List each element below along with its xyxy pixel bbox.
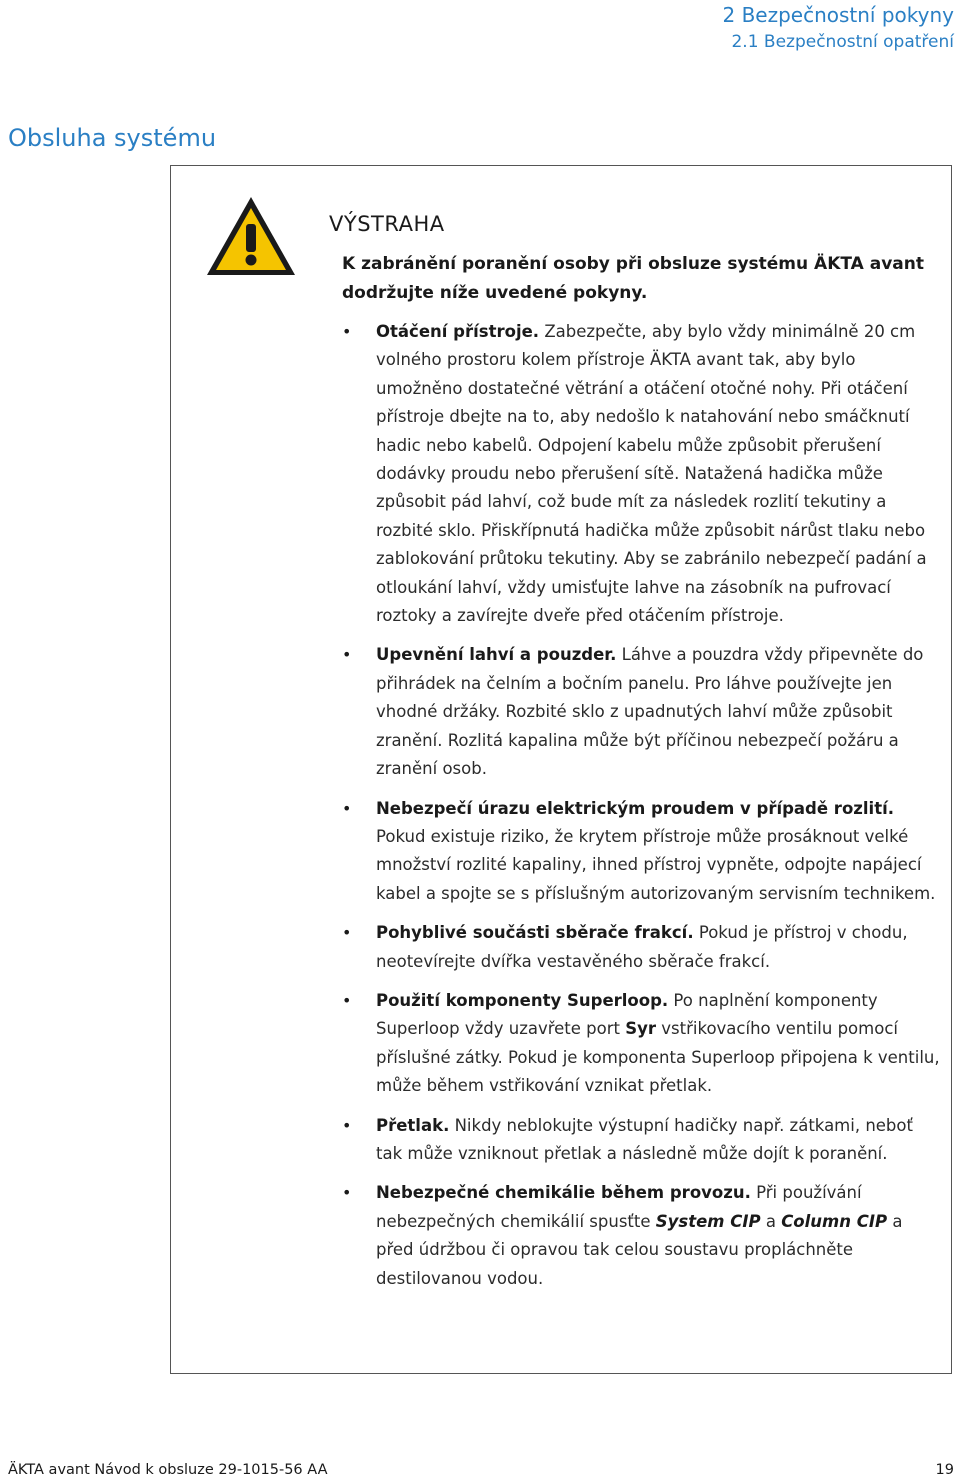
item-lead: Upevnění lahví a pouzder. <box>376 645 617 665</box>
item-lead: Pohyblivé součásti sběrače frakcí. <box>376 923 694 943</box>
list-item-elektricky-proud <box>342 795 942 909</box>
method-name-system-cip: System CIP <box>655 1211 761 1231</box>
running-header <box>722 2 954 54</box>
item-text: Po naplnění komponenty Superloop vždy uzavřete port <box>376 990 878 1039</box>
footer-document-title: ÄKTA avant Návod k obsluze 29-1015-56 AA <box>8 1462 328 1478</box>
item-text: Zabezpečte, aby bylo vždy minimálně 20 cm volného prostoru kolem přístroje ÄKTA avant tak, aby bylo umožněno dostatečné větrání a otáčení otočné nohy. Při otáčení přístroje dbejte na to, aby nedošlo k natahování nebo smáčknutí hadic nebo kabelů. Odpojení kabelu může způsobit přerušení dodávky proudu nebo přerušení sítě. Natažená hadička může způsobit pád lahví, což bude mít za následek rozlití tekutiny a rozbité sklo. Přiskřípnutá hadička může způsobit nárůst tlaku nebo zablokování průtoku tekutiny. Aby se zabránilo nebezpečí padání a otloukání lahví, vždy umisťujte lahve na zásobník na pufrovací roztoky a zavírejte dveře před otáčením přístroje. <box>376 322 927 626</box>
warning-intro: K zabránění poranění osoby při obsluze systému ÄKTA avant dodržujte níže uvedené pokyny. <box>342 254 924 303</box>
item-text: a před údržbou či opravou tak celou soustavu propláchněte destilovanou vodou. <box>376 1211 903 1288</box>
list-item-sberac-frakci <box>342 919 942 976</box>
bullet-icon: • <box>342 1183 352 1203</box>
method-name-column-cip: Column CIP <box>781 1211 888 1231</box>
list-item-superloop <box>342 987 942 1101</box>
bullet-icon: • <box>342 1115 352 1135</box>
item-text: Láhve a pouzdra vždy připevněte do přihrádek na čelním a bočním panelu. Pro láhve používejte jen vhodné držáky. Rozbité sklo z upadnutých lahví může způsobit zranění. Rozlitá kapalina může být příčinou nebezpečí požáru a zranění osob. <box>376 645 924 779</box>
warning-box <box>170 165 952 1374</box>
section-heading: 2.1 Bezpečnostní opatření <box>731 32 954 52</box>
bullet-icon: • <box>342 645 352 665</box>
item-text: Při používání nebezpečných chemikálií spusťte <box>376 1183 862 1231</box>
page-title: Obsluha systému <box>8 124 217 152</box>
warning-heading: VÝSTRAHA <box>329 212 445 236</box>
item-text: Pokud existuje riziko, že krytem přístroje může prosáknout velké množství rozlité kapaliny, ihned přístroj vypněte, odpojte napájecí kabel a spojte se s příslušným autorizovaným servisním technikem. <box>376 826 936 903</box>
port-label: Syr <box>625 1019 657 1039</box>
bullet-icon: • <box>342 923 352 943</box>
item-text: Nikdy neblokujte výstupní hadičky např. zátkami, neboť tak může vzniknout přetlak a následně může dojít k poranění. <box>376 1115 913 1163</box>
warning-bullet-list <box>342 318 942 1304</box>
item-lead: Otáčení přístroje. <box>376 322 540 341</box>
item-lead: Nebezpečné chemikálie během provozu. <box>376 1183 751 1203</box>
footer-page-number: 19 <box>935 1462 954 1478</box>
bullet-icon: • <box>342 798 352 818</box>
item-text: vstřikovacího ventilu pomocí příslušné zátky. Pokud je komponenta Superloop připojena k ventilu, může během vstřikování vznikat přetlak. <box>376 1019 940 1096</box>
warning-triangle-icon <box>204 194 298 278</box>
item-lead: Nebezpečí úrazu elektrickým proudem v případě rozlití. <box>376 798 895 818</box>
bullet-icon: • <box>342 322 352 341</box>
item-text: Pokud je přístroj v chodu, neotevírejte dvířka vestavěného sběrače frakcí. <box>376 923 908 971</box>
list-item-chemikalie <box>342 1179 942 1293</box>
item-lead: Přetlak. <box>376 1115 450 1135</box>
list-item-upevneni <box>342 641 942 783</box>
chapter-heading: 2 Bezpečnostní pokyny <box>722 3 954 27</box>
item-lead: Použití komponenty Superloop. <box>376 990 669 1010</box>
list-item-otaceni <box>342 318 942 630</box>
list-item-pretlak <box>342 1112 942 1169</box>
bullet-icon: • <box>342 990 352 1010</box>
item-text: a <box>760 1211 782 1231</box>
